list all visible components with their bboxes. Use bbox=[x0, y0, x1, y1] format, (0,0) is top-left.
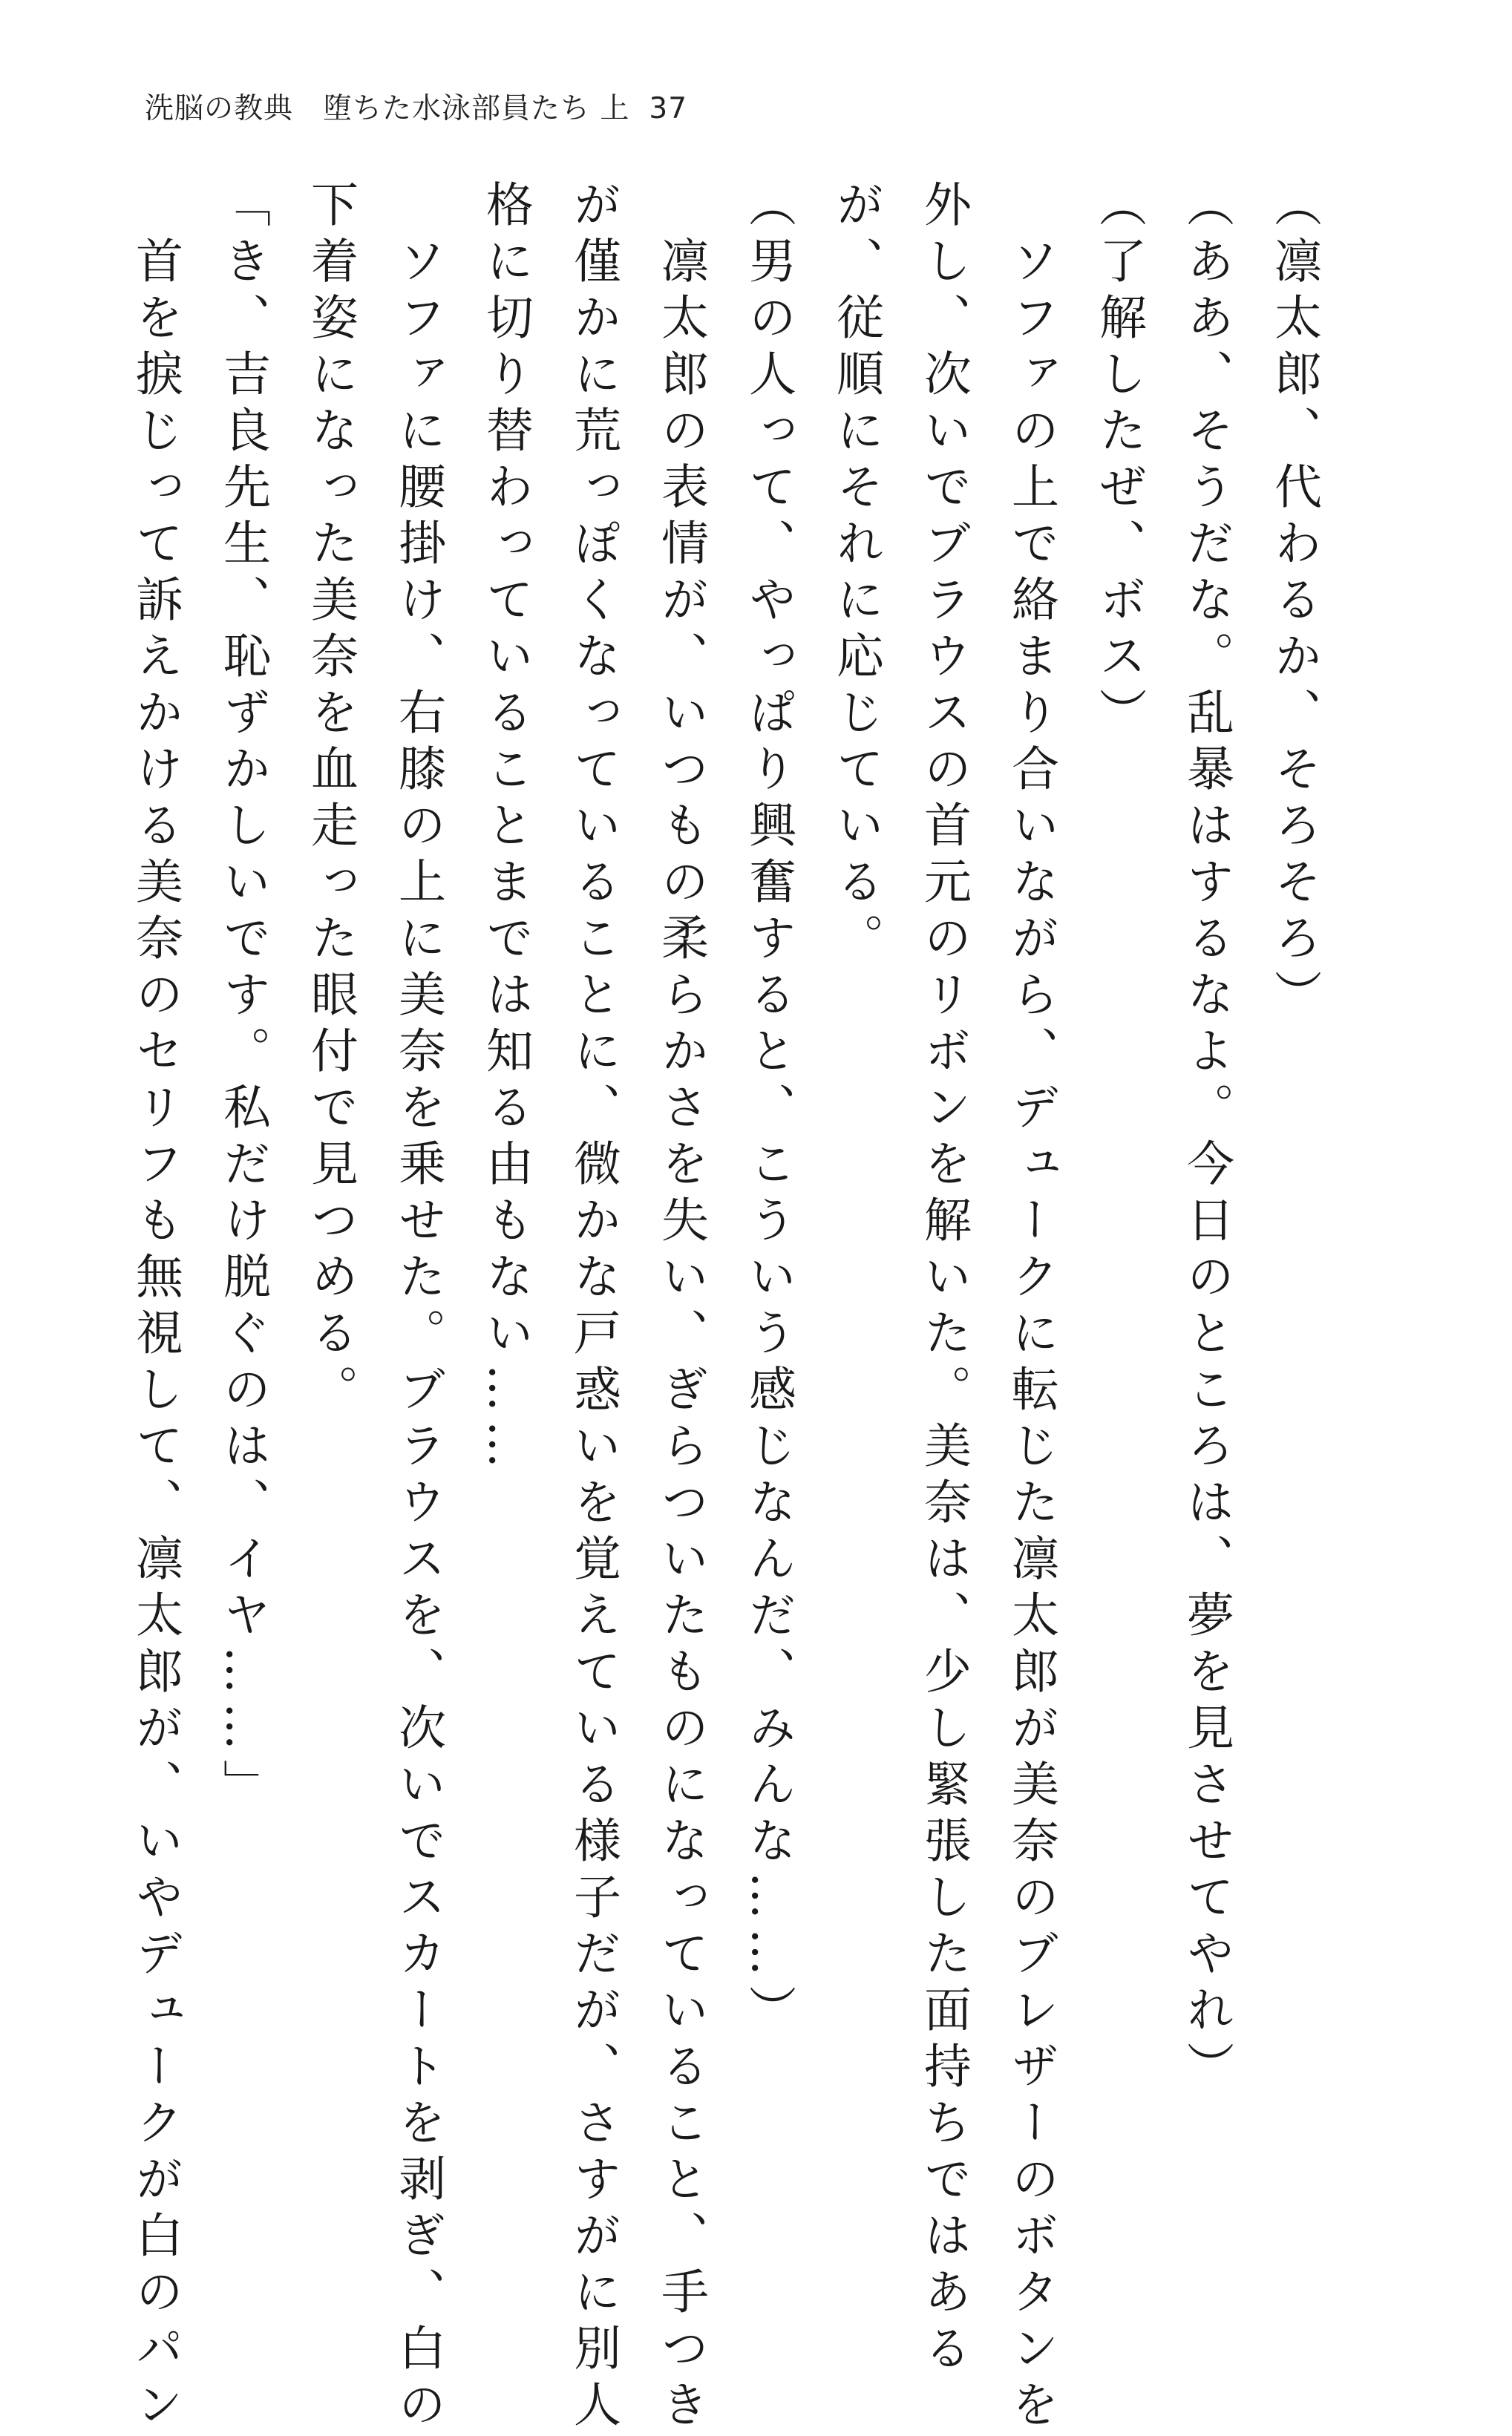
running-header bbox=[145, 85, 687, 127]
text-line: が僅かに荒っぽくなっていることに、微かな戸惑いを覚えている様子だが、さすがに別人 bbox=[566, 180, 621, 2436]
text-line: ソファに腰掛け、右膝の上に美奈を乗せた。ブラウスを、次いでスカートを剥ぎ、白の bbox=[390, 180, 445, 2436]
page-number: 37 bbox=[649, 92, 688, 125]
text-line: （男の人って、やっぱり興奮すると、こういう感じなんだ、みんな……） bbox=[741, 180, 796, 2041]
text-line: 外し、次いでブラウスの首元のリボンを解いた。美奈は、少し緊張した面持ちではある bbox=[916, 180, 971, 2380]
text-line: ソファの上で絡まり合いながら、デュークに転じた凛太郎が美奈のブレザーのボタンを bbox=[1004, 180, 1058, 2436]
text-line: 首を捩じって訴えかける美奈のセリフも無視して、凛太郎が、いやデュークが白のパン bbox=[128, 180, 183, 2436]
book-title: 洗脳の教典 堕ちた水泳部員たち 上 bbox=[145, 92, 630, 125]
body-text bbox=[111, 180, 1338, 2436]
text-line: 下着姿になった美奈を血走った眼付で見つめる。 bbox=[303, 180, 358, 1421]
text-line: 凛太郎の表情が、いつもの柔らかさを失い、ぎらついたものになっていること、手つき bbox=[653, 180, 708, 2436]
text-line: が、従順にそれに応じている。 bbox=[828, 180, 883, 969]
text-line: 格に切り替わっていることまでは知る由もない…… bbox=[478, 180, 533, 1477]
text-line: （了解したぜ、ボス） bbox=[1091, 180, 1146, 744]
text-line: （ああ、そうだな。乱暴はするなよ。今日のところは、夢を見させてやれ） bbox=[1179, 180, 1234, 2098]
text-line: （凛太郎、代わるか、そろそろ） bbox=[1266, 180, 1321, 1026]
text-line: 「き、吉良先生、恥ずかしいです。私だけ脱ぐのは、イヤ……」 bbox=[215, 180, 270, 1815]
